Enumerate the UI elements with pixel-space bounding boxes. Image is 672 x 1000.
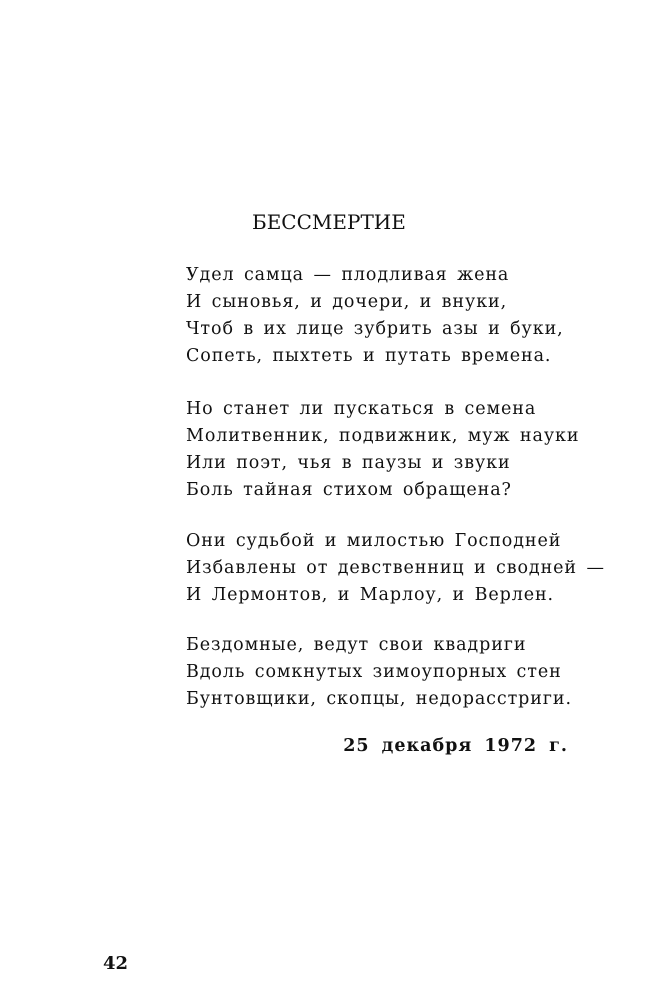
stanza-4 bbox=[186, 632, 572, 713]
stanza-3 bbox=[186, 528, 605, 609]
poem-line: И сыновья, и дочери, и внуки, bbox=[186, 292, 508, 312]
stanza-1 bbox=[186, 262, 564, 370]
poem-line: Бунтовщики, скопцы, недорасстриги. bbox=[186, 689, 572, 709]
poem-line: Избавлены от девственниц и сводней — bbox=[186, 558, 605, 578]
poem-line: Молитвенник, подвижник, муж науки bbox=[186, 426, 580, 446]
poem-line: И Лермонтов, и Марлоу, и Верлен. bbox=[186, 585, 554, 605]
poem-line: Вдоль сомкнутых зимоупорных стен bbox=[186, 662, 562, 682]
page-number: 42 bbox=[103, 953, 129, 974]
poem-title: БЕССМЕРТИЕ bbox=[252, 210, 406, 234]
poem-line: Или поэт, чья в паузы и звуки bbox=[186, 453, 511, 473]
poem-line: Бездомные, ведут свои квадриги bbox=[186, 635, 527, 655]
poem-line: Они судьбой и милостью Господней bbox=[186, 531, 562, 551]
stanza-2 bbox=[186, 396, 579, 504]
poem-line: Удел самца — плодливая жена bbox=[186, 265, 510, 285]
poem-date: 25 декабря 1972 г. bbox=[343, 736, 568, 756]
poem-line: Сопеть, пыхтеть и путать времена. bbox=[186, 346, 552, 366]
poem-line: Но станет ли пускаться в семена bbox=[186, 399, 537, 419]
poem-line: Чтоб в их лице зубрить азы и буки, bbox=[186, 319, 564, 339]
poem-line: Боль тайная стихом обращена? bbox=[186, 480, 512, 500]
